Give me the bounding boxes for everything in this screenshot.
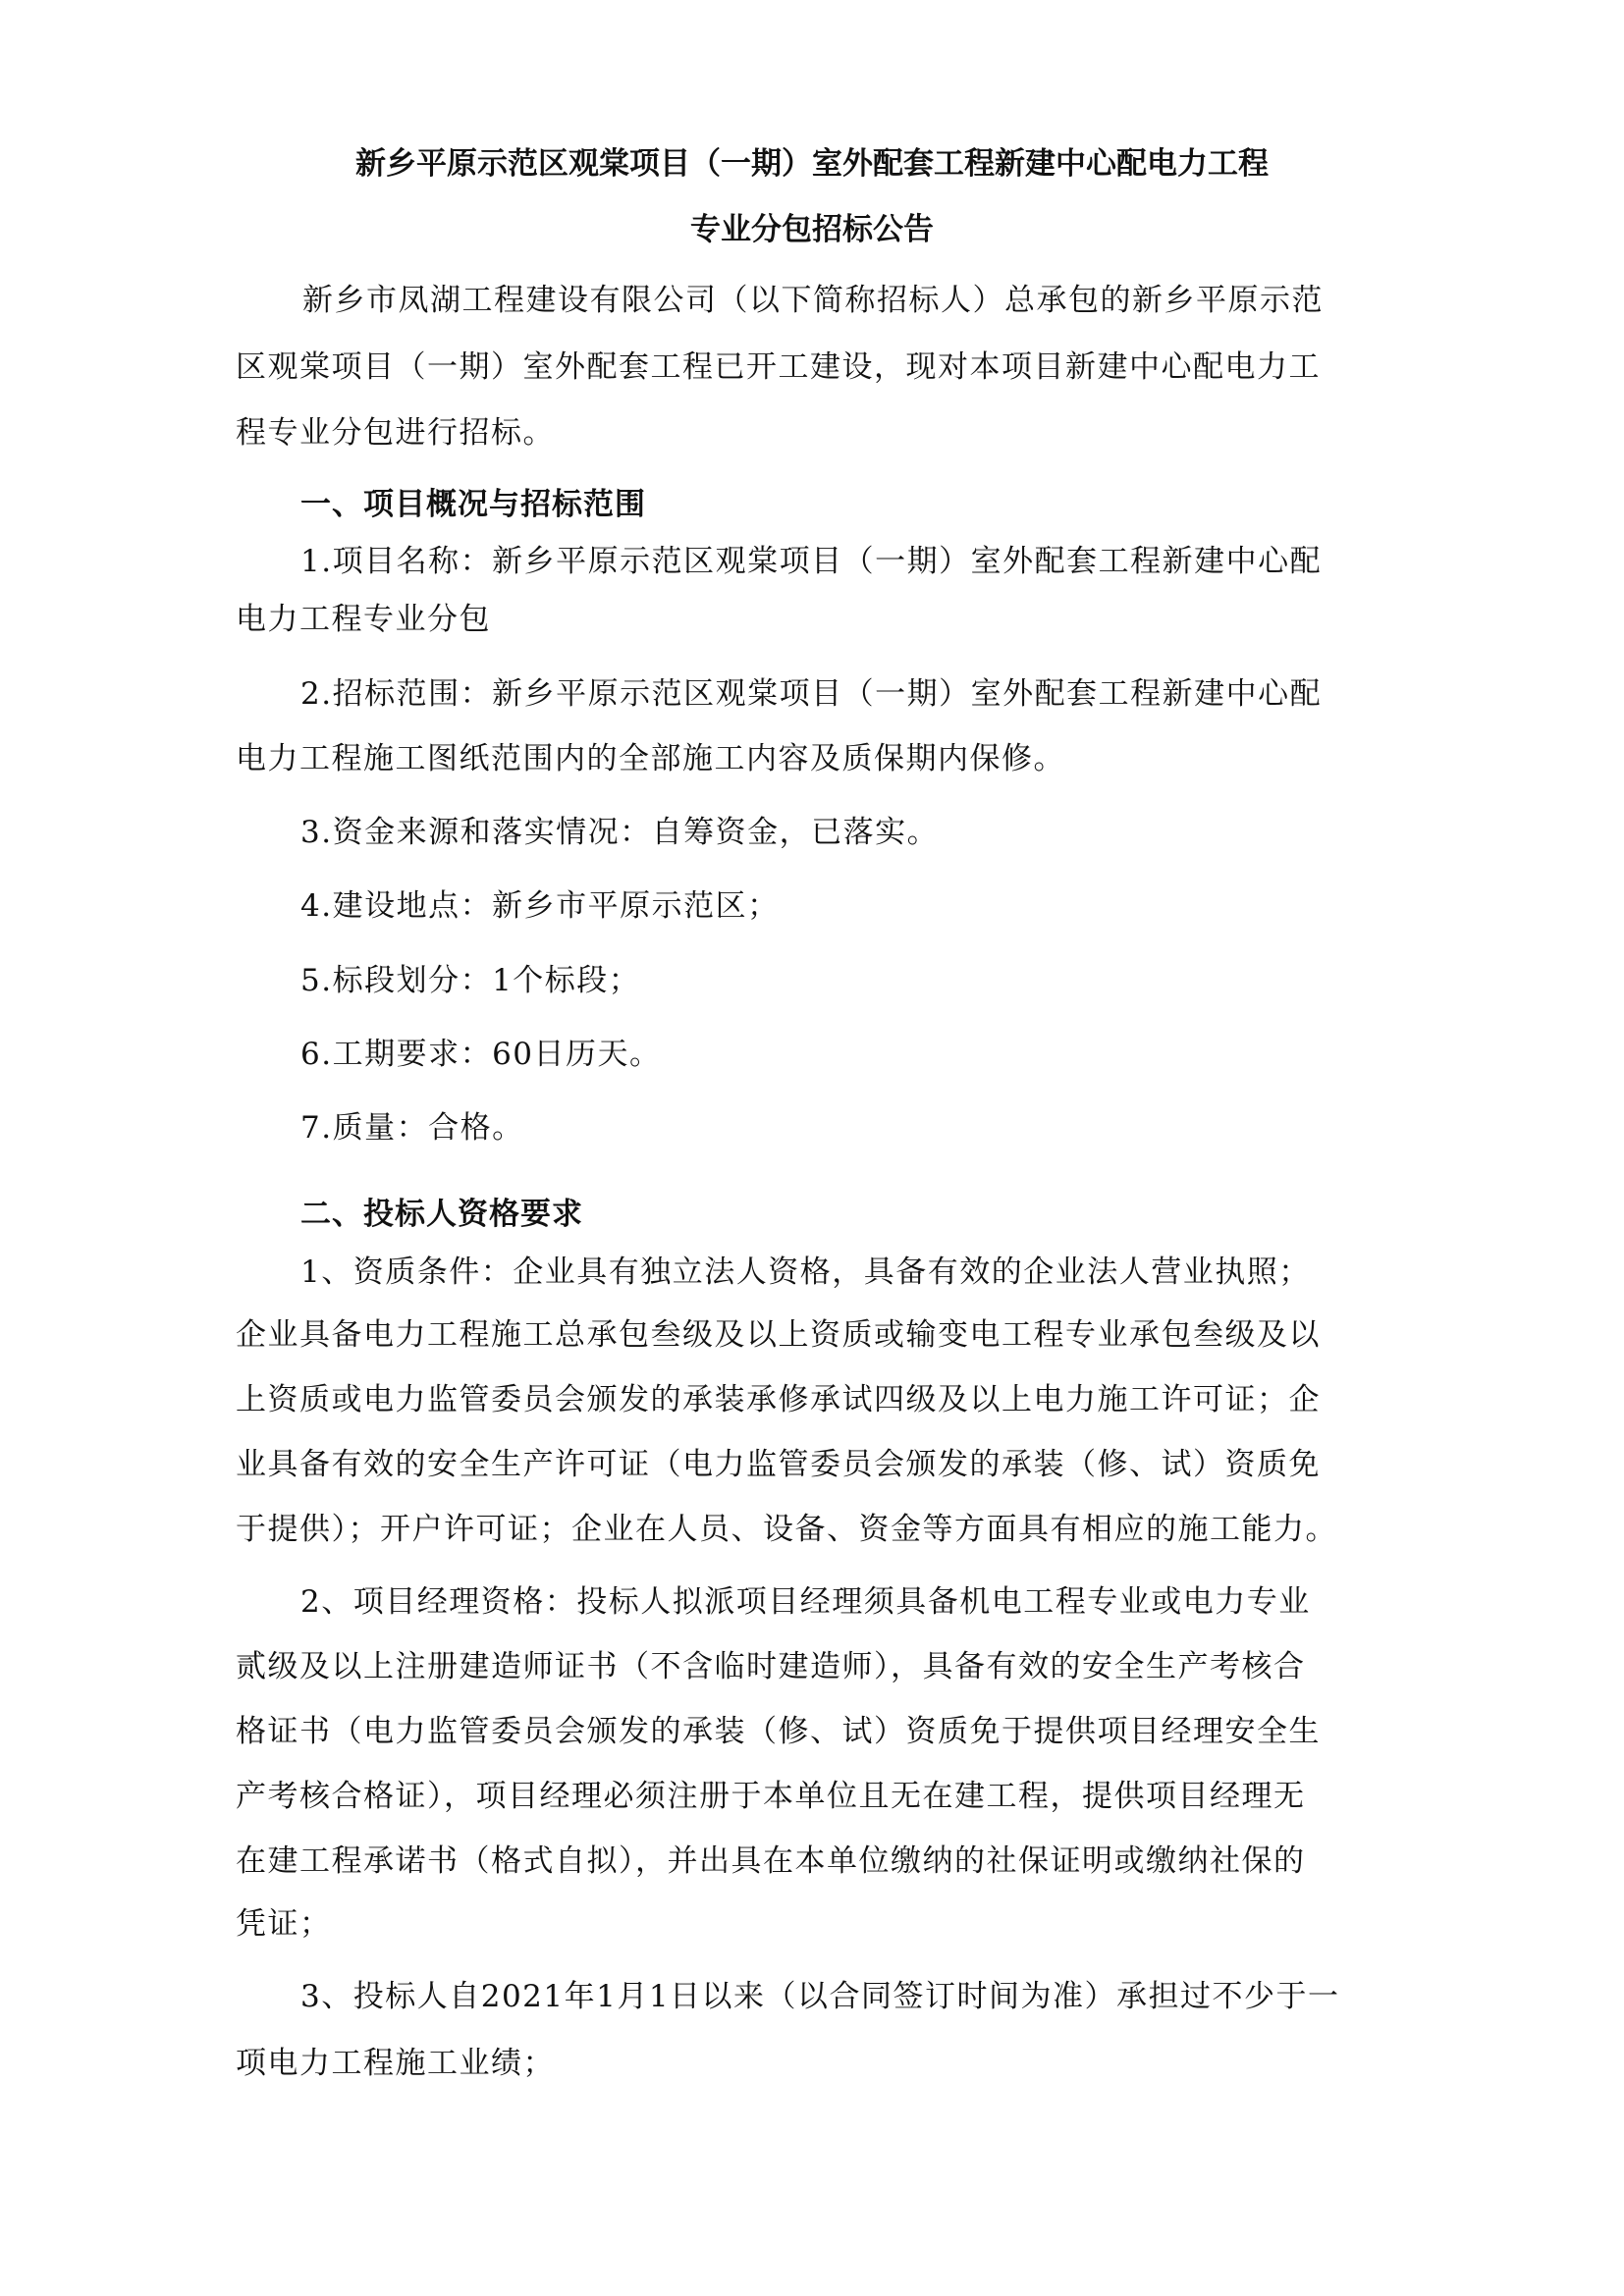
intro-paragraph-line-1: 新乡市凤湖工程建设有限公司（以下简称招标人）总承包的新乡平原示范 bbox=[302, 283, 1324, 318]
section-2-req-2-line-4: 产考核合格证），项目经理必须注册于本单位且无在建工程，提供项目经理无 bbox=[236, 1779, 1306, 1814]
section-1-item-5: 5.标段划分：1个标段； bbox=[300, 963, 641, 998]
section-2-req-3-line-2: 项电力工程施工业绩； bbox=[236, 2046, 555, 2081]
section-2-req-1-line-5: 于提供）；开户许可证；企业在人员、设备、资金等方面具有相应的施工能力。 bbox=[236, 1512, 1337, 1547]
section-2-req-1-line-1: 1、资质条件：企业具有独立法人资格，具备有效的企业法人营业执照； bbox=[300, 1255, 1311, 1290]
section-1-item-6: 6.工期要求：60日历天。 bbox=[300, 1037, 662, 1072]
document-title-line-2: 专业分包招标公告 bbox=[690, 212, 934, 247]
section-2-req-2-line-3: 格证书（电力监管委员会颁发的承装（修、试）资质免于提供项目经理安全生 bbox=[236, 1714, 1321, 1749]
section-2-req-2-line-6: 凭证； bbox=[236, 1906, 332, 1942]
section-2-req-2-line-5: 在建工程承诺书（格式自拟），并出具在本单位缴纳的社保证明或缴纳社保的 bbox=[236, 1843, 1306, 1879]
section-2-req-1-line-3: 上资质或电力监管委员会颁发的承装承修承试四级及以上电力施工许可证；企 bbox=[236, 1382, 1321, 1417]
section-1-item-4: 4.建设地点：新乡市平原示范区； bbox=[300, 888, 780, 924]
section-2-req-3-line-1: 3、投标人自2021年1月1日以来（以合同签订时间为准）承担过不少于一 bbox=[300, 1979, 1340, 2014]
intro-paragraph-line-3: 程专业分包进行招标。 bbox=[236, 415, 555, 451]
document-title-line-1: 新乡平原示范区观棠项目（一期）室外配套工程新建中心配电力工程 bbox=[355, 146, 1269, 182]
section-1-item-1-line-1: 1.项目名称：新乡平原示范区观棠项目（一期）室外配套工程新建中心配 bbox=[300, 544, 1323, 579]
section-1-item-2-line-2: 电力工程施工图纸范围内的全部施工内容及质保期内保修。 bbox=[236, 741, 1065, 776]
section-2-req-2-line-2: 贰级及以上注册建造师证书（不含临时建造师），具备有效的安全生产考核合 bbox=[236, 1649, 1306, 1684]
section-2-req-1-line-4: 业具备有效的安全生产许可证（电力监管委员会颁发的承装（修、试）资质免 bbox=[236, 1447, 1321, 1482]
section-1-item-2-line-1: 2.招标范围：新乡平原示范区观棠项目（一期）室外配套工程新建中心配 bbox=[300, 676, 1323, 712]
section-2-req-2-line-1: 2、项目经理资格：投标人拟派项目经理须具备机电工程专业或电力专业 bbox=[300, 1584, 1311, 1620]
intro-paragraph-line-2: 区观棠项目（一期）室外配套工程已开工建设，现对本项目新建中心配电力工 bbox=[236, 349, 1321, 385]
section-2-req-1-line-2: 企业具备电力工程施工总承包叁级及以上资质或输变电工程专业承包叁级及以 bbox=[236, 1317, 1321, 1353]
section-1-item-3: 3.资金来源和落实情况：自筹资金，已落实。 bbox=[300, 815, 940, 850]
section-1-item-7: 7.质量：合格。 bbox=[300, 1110, 524, 1146]
section-1-item-1-line-2: 电力工程专业分包 bbox=[236, 602, 491, 637]
section-1-heading: 一、项目概况与招标范围 bbox=[300, 487, 646, 522]
section-2-heading: 二、投标人资格要求 bbox=[300, 1197, 583, 1232]
